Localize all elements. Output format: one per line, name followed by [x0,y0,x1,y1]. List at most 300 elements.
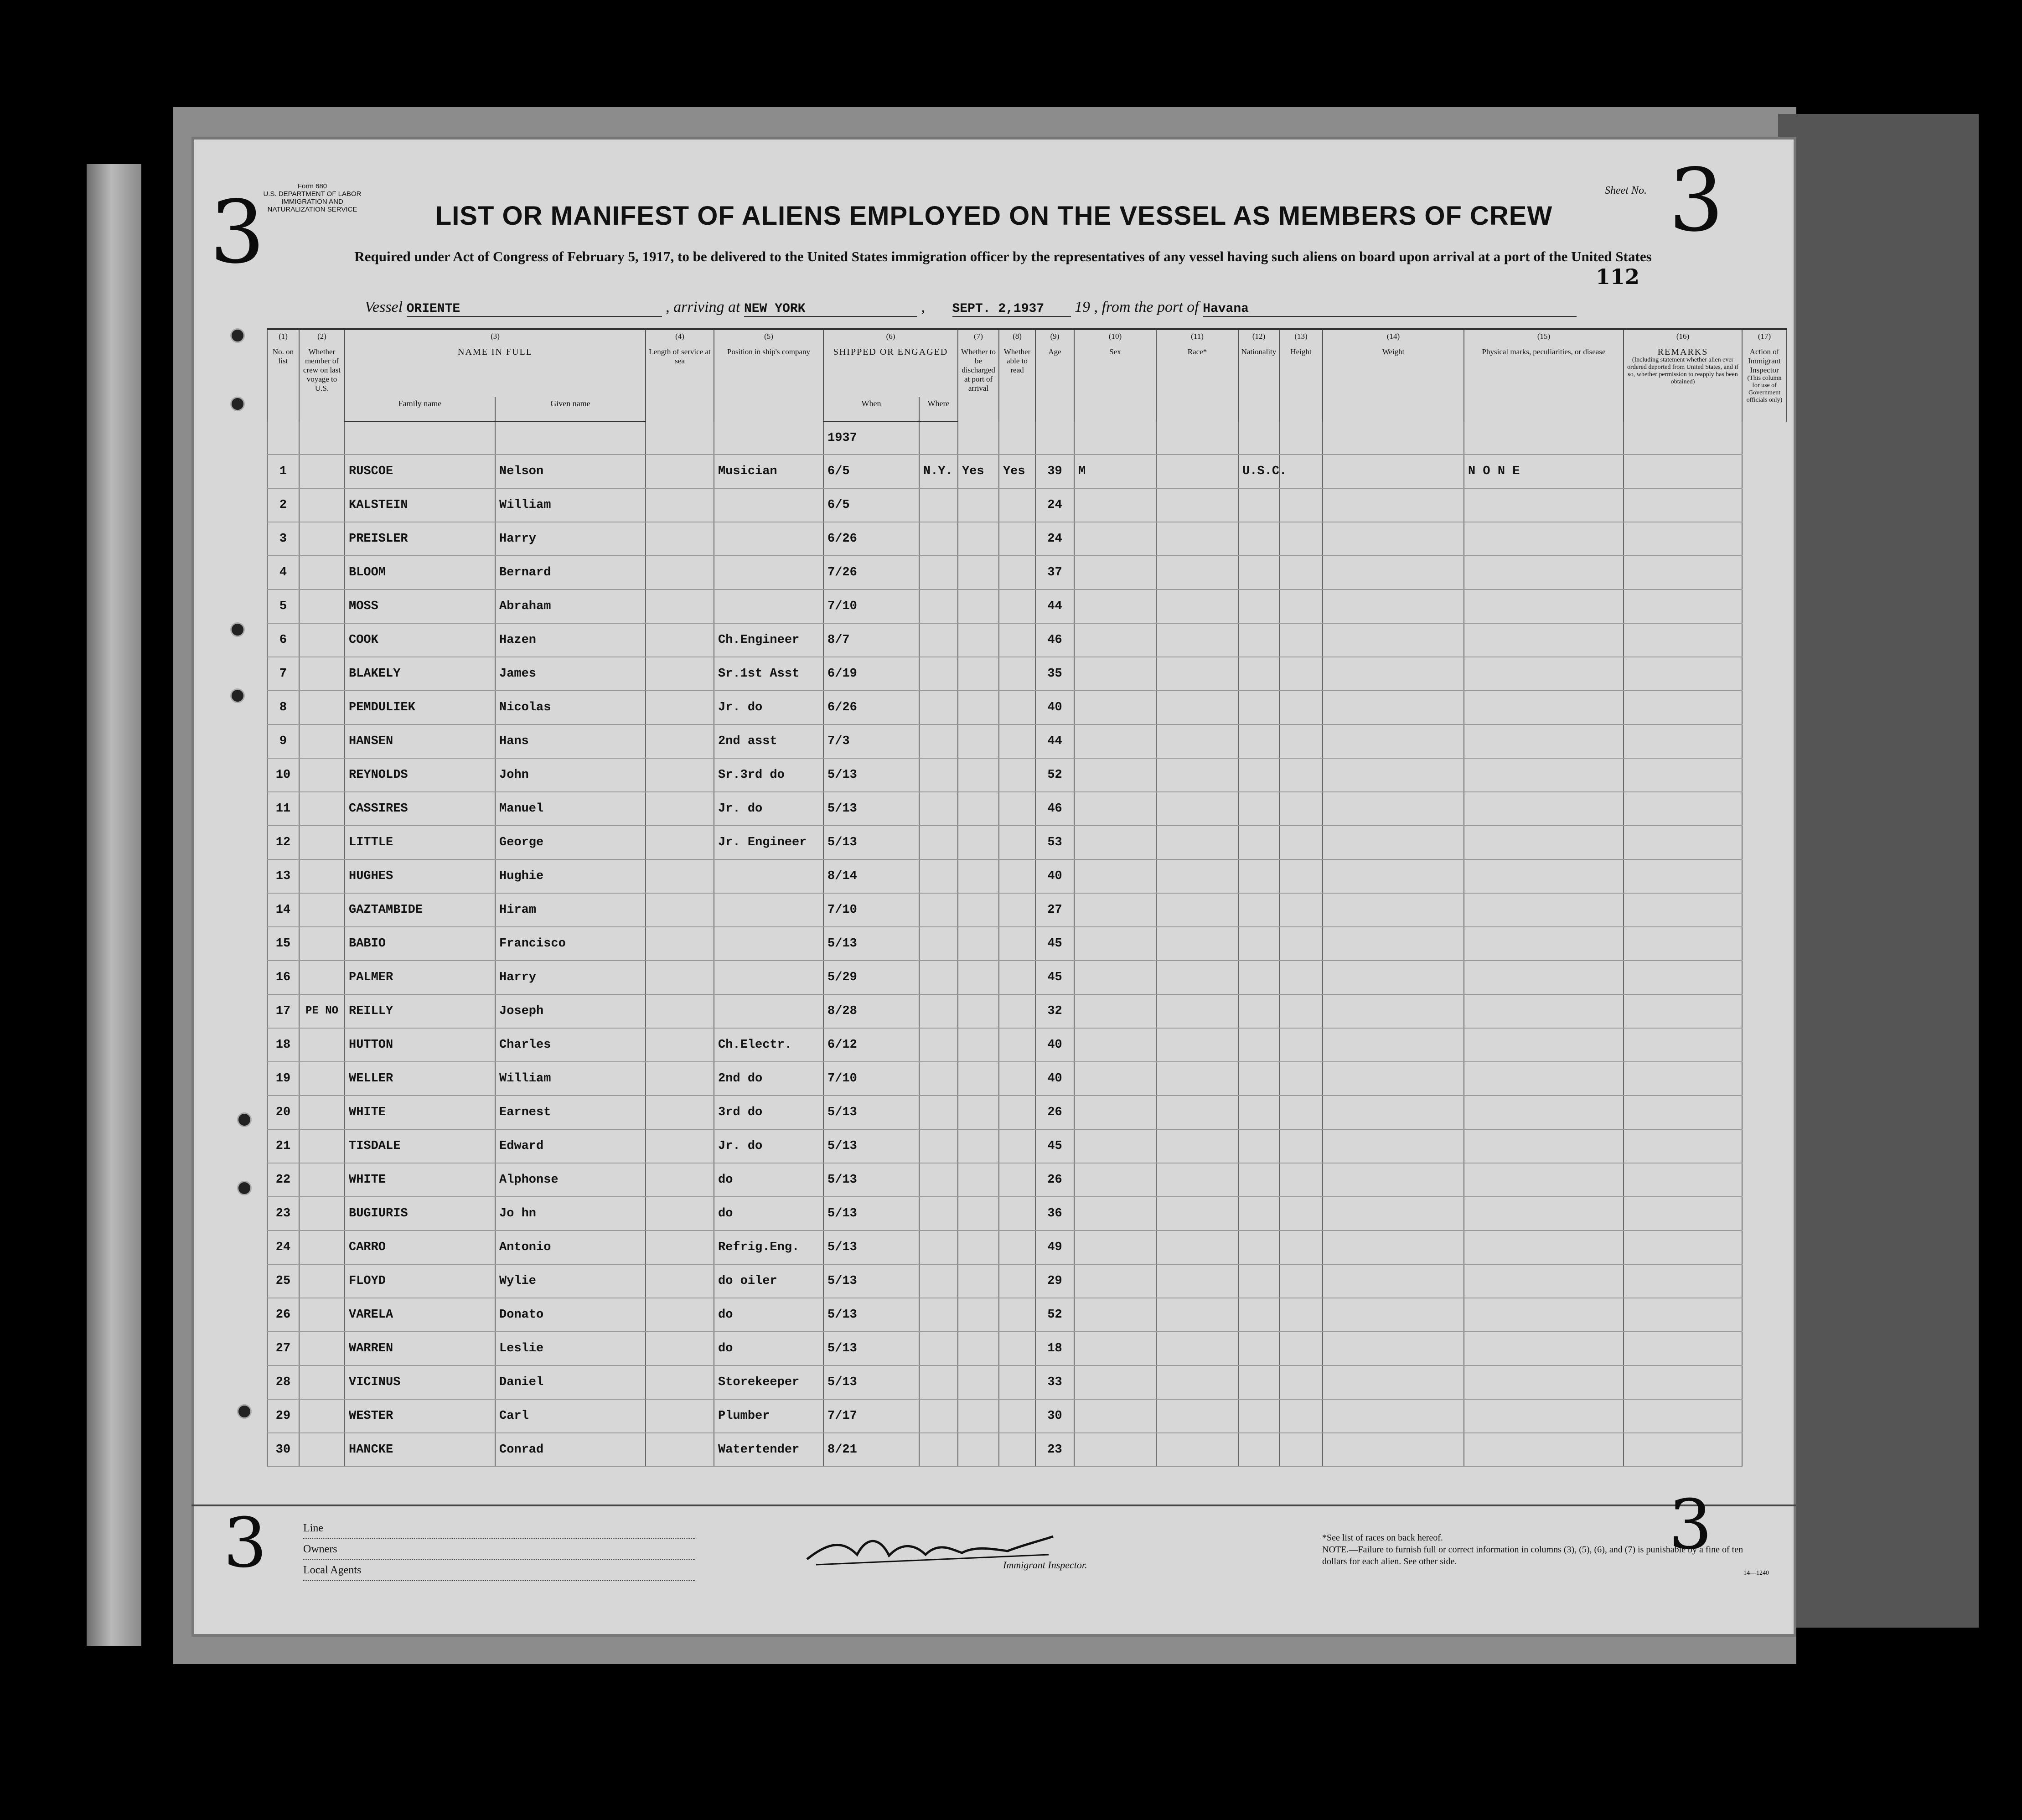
crew-nationality [1238,792,1279,826]
crew-sex [1074,1433,1156,1467]
crew-discharged [958,623,999,657]
crew-last-voyage [299,1332,345,1365]
crew-given-name: Hughie [495,859,646,893]
crew-given-name: Nicolas [495,691,646,724]
crew-height [1279,1231,1323,1264]
crew-last-voyage [299,724,345,758]
crew-height [1279,758,1323,792]
crew-family-name: REYNOLDS [345,758,495,792]
crew-no: 8 [267,691,299,724]
table-row [267,1264,1787,1298]
colnum-9: (9) [1035,329,1074,346]
header-length-of-service: Length of service at sea [646,346,714,422]
header-weight: Weight [1323,346,1464,422]
crew-able-to-read [999,758,1035,792]
table-row [267,724,1787,758]
crew-discharged [958,826,999,859]
crew-race [1156,1129,1238,1163]
crew-race [1156,1062,1238,1096]
crew-discharged: Yes [958,455,999,488]
crew-no: 28 [267,1365,299,1399]
crew-race [1156,488,1238,522]
crew-last-voyage [299,893,345,927]
crew-sex [1074,826,1156,859]
colnum-17: (17) [1742,329,1787,346]
header-last-voyage: Whether member of crew on last voyage to U.S. [299,346,345,422]
crew-able-to-read [999,961,1035,994]
crew-sex [1074,1062,1156,1096]
crew-age: 44 [1035,589,1074,623]
crew-last-voyage [299,1163,345,1197]
crew-nationality [1238,724,1279,758]
remarks-title: REMARKS [1657,347,1708,357]
crew-height [1279,1433,1323,1467]
crew-where [919,691,958,724]
year-label: 19 [1075,299,1090,315]
from-label: , from the port of [1094,299,1199,315]
crew-weight [1323,1028,1464,1062]
crew-when: 7/10 [823,1062,919,1096]
crew-length-of-service [646,1433,714,1467]
binder-hole [230,328,245,343]
crew-physical-marks [1464,657,1624,691]
crew-able-to-read: Yes [999,455,1035,488]
crew-sex [1074,1264,1156,1298]
crew-able-to-read [999,1365,1035,1399]
crew-given-name: Charles [495,1028,646,1062]
crew-weight [1323,927,1464,961]
table-row [267,455,1787,488]
crew-last-voyage [299,556,345,589]
crew-family-name: VICINUS [345,1365,495,1399]
crew-length-of-service [646,961,714,994]
colnum-10: (10) [1074,329,1156,346]
crew-remarks [1624,927,1742,961]
header-where: Where [919,397,958,422]
crew-able-to-read [999,1096,1035,1129]
crew-last-voyage [299,792,345,826]
crew-weight [1323,994,1464,1028]
crew-given-name: Antonio [495,1231,646,1264]
crew-position [714,994,823,1028]
crew-discharged [958,589,999,623]
table-row [267,927,1787,961]
crew-discharged [958,1231,999,1264]
crew-able-to-read [999,1332,1035,1365]
crew-family-name: MOSS [345,589,495,623]
crew-nationality [1238,826,1279,859]
table-row [267,826,1787,859]
crew-family-name: CASSIRES [345,792,495,826]
crew-where [919,1399,958,1433]
crew-position: Ch.Engineer [714,623,823,657]
crew-when: 7/10 [823,893,919,927]
crew-remarks [1624,1298,1742,1332]
crew-last-voyage [299,589,345,623]
crew-nationality [1238,623,1279,657]
crew-length-of-service [646,1399,714,1433]
crew-physical-marks [1464,1298,1624,1332]
crew-when: 6/12 [823,1028,919,1062]
crew-height [1279,792,1323,826]
crew-last-voyage [299,455,345,488]
table-row [267,1062,1787,1096]
crew-race [1156,859,1238,893]
crew-where [919,1028,958,1062]
crew-able-to-read [999,657,1035,691]
crew-remarks [1624,1264,1742,1298]
crew-race [1156,657,1238,691]
crew-weight [1323,724,1464,758]
crew-nationality [1238,859,1279,893]
crew-last-voyage [299,1129,345,1163]
binder-hole [237,1181,252,1195]
crew-able-to-read [999,589,1035,623]
crew-length-of-service [646,455,714,488]
crew-age: 26 [1035,1096,1074,1129]
crew-given-name: Donato [495,1298,646,1332]
crew-where [919,826,958,859]
crew-able-to-read [999,1231,1035,1264]
crew-able-to-read [999,488,1035,522]
crew-able-to-read [999,893,1035,927]
crew-sex [1074,488,1156,522]
crew-remarks [1624,1096,1742,1129]
crew-when: 6/5 [823,455,919,488]
crew-given-name: Wylie [495,1264,646,1298]
crew-length-of-service [646,792,714,826]
crew-when: 6/26 [823,691,919,724]
crew-weight [1323,556,1464,589]
crew-weight [1323,1298,1464,1332]
header-discharged: Whether to be discharged at port of arrival [958,346,999,422]
footer-labels [303,1518,695,1581]
crew-able-to-read [999,1028,1035,1062]
crew-able-to-read [999,1433,1035,1467]
crew-sex [1074,1197,1156,1231]
crew-race [1156,994,1238,1028]
vessel-line: Vessel ORIENTE , arriving at NEW YORK , SEPT. 2,1937 19 , from the port of Havana [365,299,1577,317]
crew-discharged [958,927,999,961]
crew-given-name: Carl [495,1399,646,1433]
table-row [267,859,1787,893]
crew-when: 7/26 [823,556,919,589]
crew-when: 5/13 [823,792,919,826]
crew-physical-marks [1464,1365,1624,1399]
crew-where [919,961,958,994]
crew-nationality [1238,657,1279,691]
crew-given-name: Francisco [495,927,646,961]
crew-sex [1074,1298,1156,1332]
crew-given-name: Edward [495,1129,646,1163]
crew-discharged [958,1062,999,1096]
crew-height [1279,589,1323,623]
crew-length-of-service [646,758,714,792]
crew-remarks [1624,1399,1742,1433]
crew-when: 5/13 [823,1298,919,1332]
line-label: Line [303,1518,695,1539]
crew-nationality: U.S.C. [1238,455,1279,488]
crew-height [1279,488,1323,522]
from-port: Havana [1203,302,1577,317]
crew-race [1156,691,1238,724]
crew-remarks [1624,1129,1742,1163]
crew-weight [1323,589,1464,623]
crew-length-of-service [646,1129,714,1163]
crew-weight [1323,691,1464,724]
crew-where [919,1365,958,1399]
crew-no: 17 [267,994,299,1028]
crew-nationality [1238,1028,1279,1062]
crew-no: 14 [267,893,299,927]
crew-height [1279,1062,1323,1096]
crew-age: 27 [1035,893,1074,927]
crew-position: Sr.1st Asst [714,657,823,691]
crew-family-name: WELLER [345,1062,495,1096]
page-mark-left: 3 [210,182,265,283]
header-nationality: Nationality [1238,346,1279,422]
crew-remarks [1624,455,1742,488]
colnum-15: (15) [1464,329,1624,346]
crew-weight [1323,1433,1464,1467]
crew-where [919,623,958,657]
crew-no: 5 [267,589,299,623]
crew-when: 8/21 [823,1433,919,1467]
crew-given-name: Hans [495,724,646,758]
crew-when: 5/13 [823,1231,919,1264]
crew-family-name: BLAKELY [345,657,495,691]
crew-remarks [1624,623,1742,657]
crew-no: 23 [267,1197,299,1231]
crew-sex [1074,893,1156,927]
crew-when: 5/29 [823,961,919,994]
crew-when: 8/14 [823,859,919,893]
crew-sex [1074,758,1156,792]
crew-length-of-service [646,691,714,724]
crew-discharged [958,488,999,522]
crew-discharged [958,1264,999,1298]
arriving-port: NEW YORK [744,302,917,317]
crew-position: Sr.3rd do [714,758,823,792]
colnum-1: (1) [267,329,299,346]
table-row [267,1096,1787,1129]
crew-age: 44 [1035,724,1074,758]
crew-no: 15 [267,927,299,961]
crew-race [1156,1163,1238,1197]
crew-height [1279,826,1323,859]
crew-nationality [1238,1365,1279,1399]
crew-remarks [1624,522,1742,556]
crew-age: 52 [1035,758,1074,792]
crew-height [1279,623,1323,657]
crew-position: 2nd do [714,1062,823,1096]
crew-given-name: William [495,1062,646,1096]
crew-where [919,1197,958,1231]
crew-remarks [1624,556,1742,589]
crew-length-of-service [646,927,714,961]
crew-position [714,927,823,961]
crew-height [1279,994,1323,1028]
crew-physical-marks [1464,961,1624,994]
crew-where [919,859,958,893]
crew-given-name: Hazen [495,623,646,657]
crew-nationality [1238,1332,1279,1365]
header-inspector-action [1742,346,1787,422]
crew-where [919,1096,958,1129]
crew-sex [1074,623,1156,657]
header-shipped-or-engaged: SHIPPED OR ENGAGED [823,346,958,397]
crew-age: 23 [1035,1433,1074,1467]
crew-family-name: COOK [345,623,495,657]
crew-age: 26 [1035,1163,1074,1197]
crew-age: 36 [1035,1197,1074,1231]
crew-no: 16 [267,961,299,994]
crew-position: do [714,1197,823,1231]
crew-discharged [958,1399,999,1433]
crew-position: do oiler [714,1264,823,1298]
crew-no: 18 [267,1028,299,1062]
header-remarks [1624,346,1742,422]
crew-sex [1074,556,1156,589]
crew-discharged [958,1163,999,1197]
crew-where [919,927,958,961]
header-given-name: Given name [495,397,646,422]
crew-length-of-service [646,488,714,522]
crew-family-name: HANSEN [345,724,495,758]
crew-given-name: Jo hn [495,1197,646,1231]
crew-race [1156,522,1238,556]
binder-hole [230,397,245,411]
crew-when: 5/13 [823,1096,919,1129]
crew-family-name: VARELA [345,1298,495,1332]
crew-height [1279,859,1323,893]
crew-where [919,1264,958,1298]
crew-position [714,589,823,623]
crew-sex [1074,522,1156,556]
table-row [267,961,1787,994]
crew-discharged [958,522,999,556]
crew-family-name: HUTTON [345,1028,495,1062]
crew-able-to-read [999,1062,1035,1096]
crew-sex [1074,1096,1156,1129]
crew-no: 4 [267,556,299,589]
crew-last-voyage [299,927,345,961]
header-able-to-read: Whether able to read [999,346,1035,422]
crew-no: 25 [267,1264,299,1298]
crew-height [1279,1096,1323,1129]
crew-discharged [958,657,999,691]
crew-physical-marks [1464,792,1624,826]
crew-height [1279,893,1323,927]
crew-remarks [1624,792,1742,826]
crew-weight [1323,792,1464,826]
crew-when: 7/3 [823,724,919,758]
crew-nationality [1238,1129,1279,1163]
crew-no: 1 [267,455,299,488]
crew-position: Jr. do [714,1129,823,1163]
crew-given-name: Joseph [495,994,646,1028]
crew-nationality [1238,927,1279,961]
crew-remarks [1624,1231,1742,1264]
crew-position: Jr. Engineer [714,826,823,859]
crew-physical-marks [1464,1231,1624,1264]
crew-height [1279,961,1323,994]
crew-remarks [1624,724,1742,758]
crew-position: Jr. do [714,792,823,826]
crew-position: Refrig.Eng. [714,1231,823,1264]
crew-nationality [1238,994,1279,1028]
header-height: Height [1279,346,1323,422]
crew-length-of-service [646,1332,714,1365]
crew-height [1279,691,1323,724]
crew-last-voyage [299,826,345,859]
owners-label: Owners [303,1539,695,1560]
table-row [267,1028,1787,1062]
crew-position: Musician [714,455,823,488]
crew-position: do [714,1298,823,1332]
colnum-13: (13) [1279,329,1323,346]
arriving-label: , arriving at [666,299,740,315]
crew-when: 6/26 [823,522,919,556]
crew-when: 8/7 [823,623,919,657]
crew-remarks [1624,961,1742,994]
colnum-16: (16) [1624,329,1742,346]
crew-length-of-service [646,1062,714,1096]
crew-when: 5/13 [823,1264,919,1298]
crew-family-name: PREISLER [345,522,495,556]
crew-family-name: BABIO [345,927,495,961]
crew-discharged [958,1365,999,1399]
crew-weight [1323,488,1464,522]
crew-able-to-read [999,556,1035,589]
crew-physical-marks [1464,1197,1624,1231]
table-row [267,556,1787,589]
crew-remarks [1624,826,1742,859]
crew-when: 5/13 [823,1332,919,1365]
table-row [267,1332,1787,1365]
crew-family-name: BLOOM [345,556,495,589]
crew-height [1279,1399,1323,1433]
crew-when: 5/13 [823,1129,919,1163]
table-row [267,488,1787,522]
crew-family-name: WHITE [345,1096,495,1129]
crew-able-to-read [999,522,1035,556]
binder-hole [237,1404,252,1419]
crew-nationality [1238,1197,1279,1231]
crew-weight [1323,1332,1464,1365]
crew-nationality [1238,589,1279,623]
crew-where [919,589,958,623]
crew-length-of-service [646,994,714,1028]
table-row [267,792,1787,826]
crew-when: 5/13 [823,826,919,859]
table-row [267,1197,1787,1231]
crew-last-voyage [299,1231,345,1264]
crew-discharged [958,691,999,724]
crew-remarks [1624,758,1742,792]
crew-last-voyage [299,758,345,792]
crew-height [1279,1264,1323,1298]
crew-weight [1323,657,1464,691]
crew-last-voyage [299,623,345,657]
crew-age: 53 [1035,826,1074,859]
crew-family-name: HANCKE [345,1433,495,1467]
crew-family-name: BUGIURIS [345,1197,495,1231]
crew-physical-marks [1464,724,1624,758]
colnum-5: (5) [714,329,823,346]
crew-family-name: TISDALE [345,1129,495,1163]
crew-able-to-read [999,691,1035,724]
